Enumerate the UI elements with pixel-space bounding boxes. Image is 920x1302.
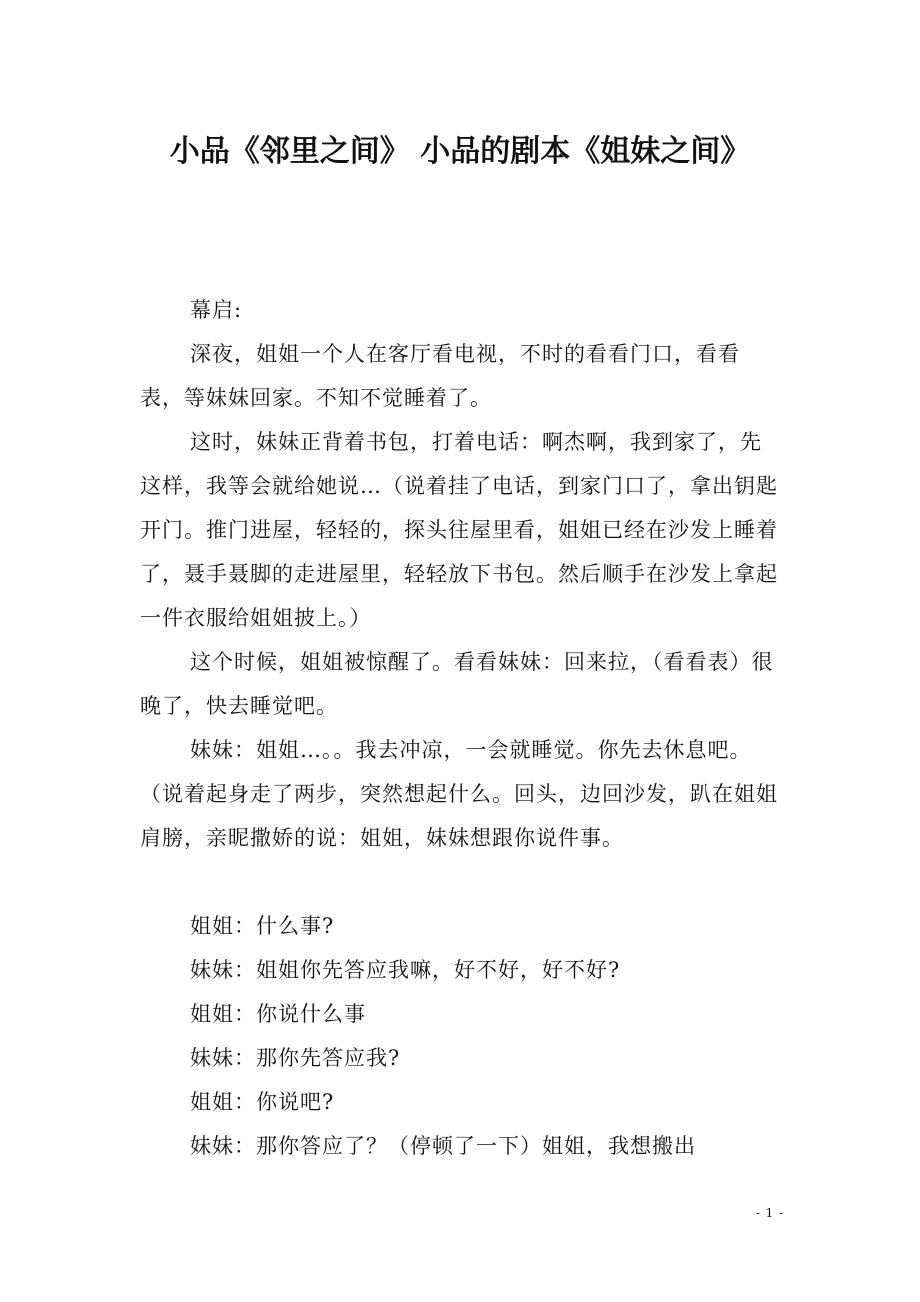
document-title: 小品《邻里之间》 小品的剧本《姐妹之间》 — [169, 134, 751, 169]
dialogue-line: 姐姐：什么事? — [190, 914, 335, 938]
dialogue-line: 姐姐：你说什么事 — [190, 1002, 366, 1026]
paragraph-scene-start: 幕启: — [190, 298, 243, 322]
paragraph-scene-description: 深夜，姐姐一个人在客厅看电视，不时的看看门口，看看表，等妹妹回家。不知不觉睡着了。 — [140, 342, 740, 410]
paragraph-sister-arrives: 这时，妹妹正背着书包，打着电话：啊杰啊，我到家了，先这样，我等会就给她说…（说着挂了电话，到家门口了，拿出钥匙开门。推门进屋，轻轻的，探头往屋里看，姐姐已经在沙发上睡着了，聂手聂脚的走进屋里，轻轻放下书包。然后顺手在沙发上拿起一件衣服给姐姐披上。） — [140, 430, 778, 630]
paragraph-younger-speaks: 妹妹：姐姐…。。我去冲凉，一会就睡觉。你先去休息吧。（说着起身走了两步，突然想起什么。回头，边回沙发，趴在姐姐肩膀，亲昵撒娇的说：姐姐，妹妹想跟你说件事。 — [140, 738, 778, 850]
document-body — [140, 288, 780, 1168]
dialogue-line: 妹妹：姐姐你先答应我嘛，好不好，好不好? — [190, 958, 621, 982]
dialogue-line: 妹妹：那你先答应我? — [190, 1046, 401, 1070]
paragraph-elder-wakes: 这个时候，姐姐被惊醒了。看看妹妹：回来拉，（看看表）很晚了，快去睡觉吧。 — [140, 650, 774, 718]
dialogue-line: 姐姐：你说吧? — [190, 1090, 335, 1114]
dialogue-line: 妹妹：那你答应了？（停顿了一下）姐姐，我想搬出 — [190, 1134, 696, 1158]
page-number: - 1 - — [755, 1206, 785, 1220]
